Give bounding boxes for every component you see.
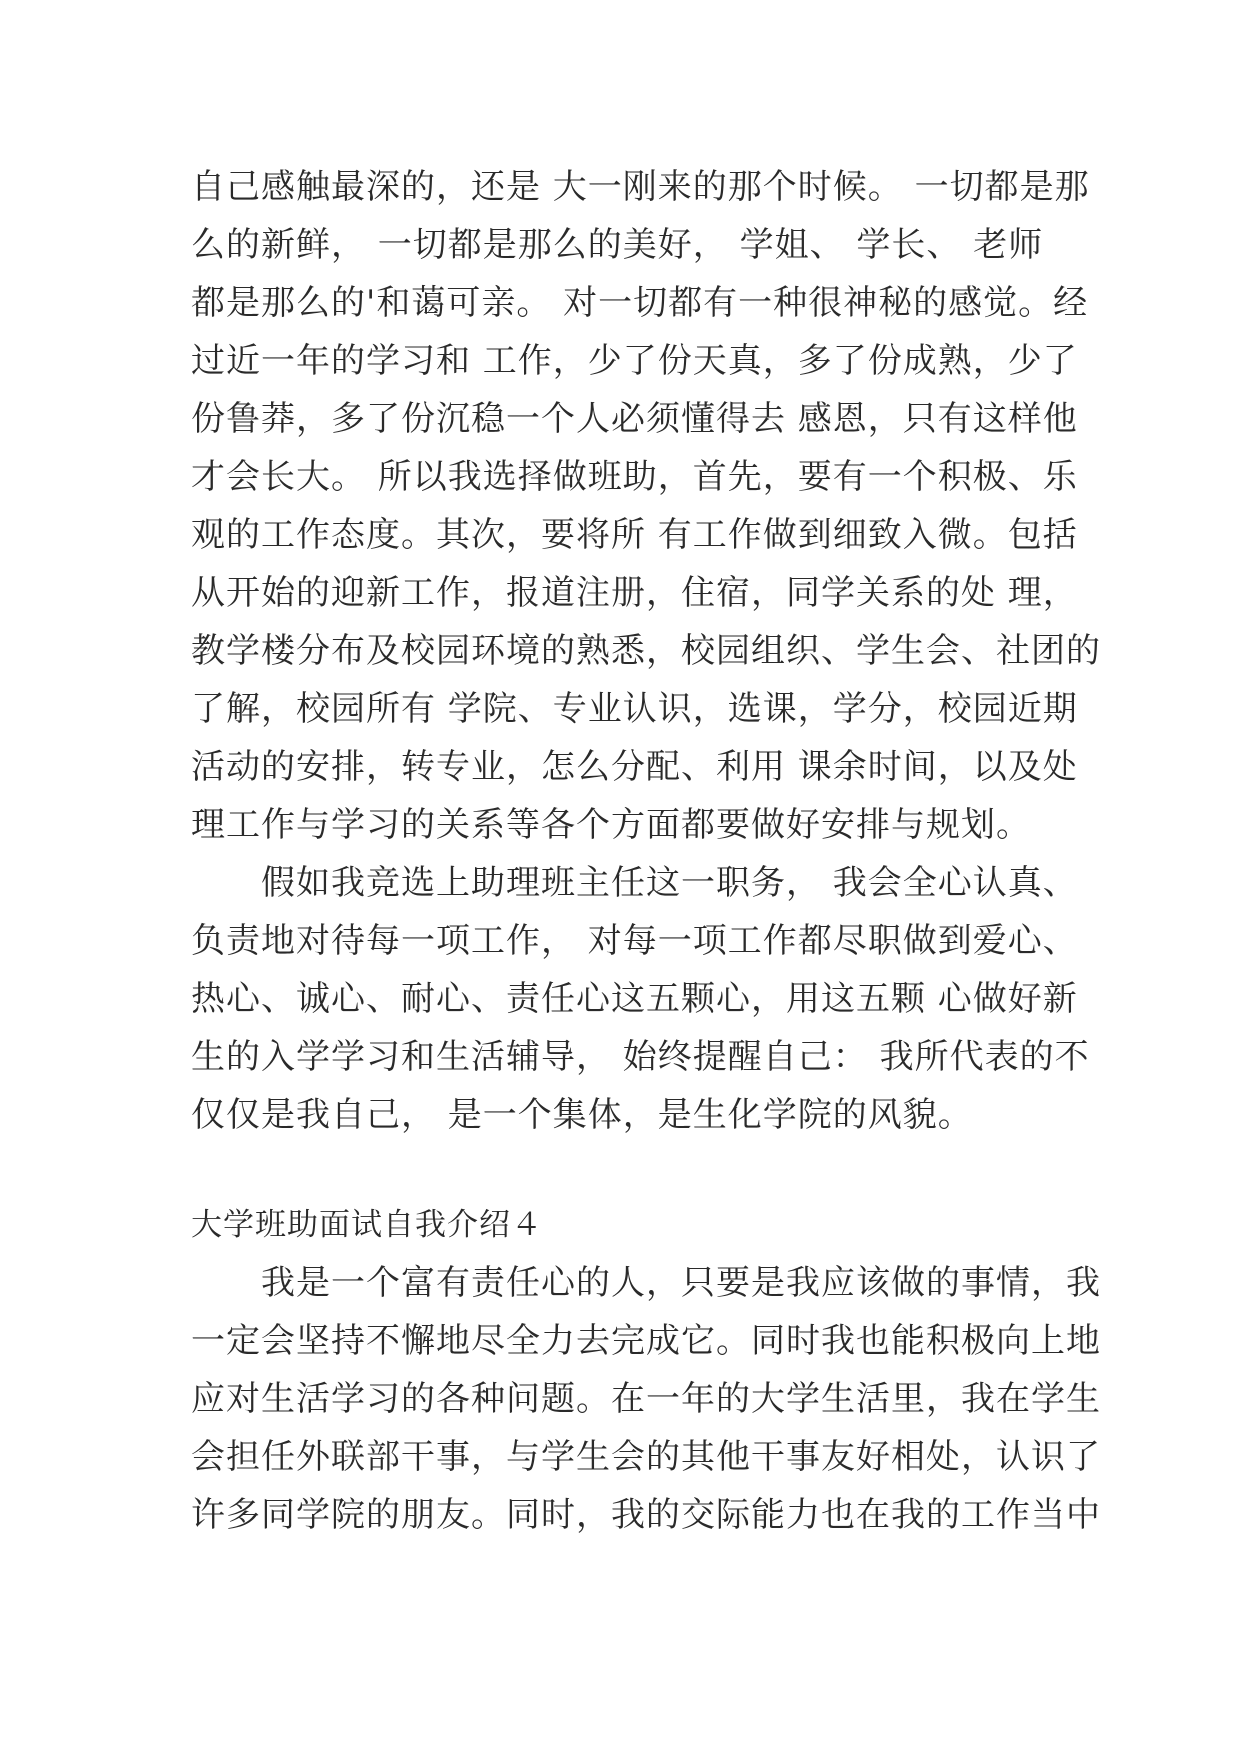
text-line: 份鲁莽，多了份沉稳一个人必须懂得去 感恩，只有这样他 [191,399,1078,439]
paragraph-1 [191,158,1101,854]
section-spacer [191,1144,1051,1196]
text-line: 自己感触最深的，还是 大一刚来的那个时候。 一切都是那 [191,167,1090,207]
document-body [191,158,1101,1544]
text-line: 才会长大。 所以我选择做班助，首先，要有一个积极、乐 [191,457,1078,497]
text-line: 了解，校园所有 学院、专业认识，选课，学分，校园近期 [191,689,1078,729]
text-line: 生的入学学习和生活辅导， 始终提醒自己： 我所代表的不 [191,1037,1090,1077]
text-line: 活动的安排，转专业，怎么分配、利用 课余时间，以及处 [191,747,1078,787]
text-line: 会担任外联部干事，与学生会的其他干事友好相处，认识了 [191,1437,1101,1477]
text-line: 假如我竞选上助理班主任这一职务， 我会全心认真、 [191,863,1078,903]
text-line: 观的工作态度。其次，要将所 有工作做到细致入微。包括 [191,515,1078,555]
section-heading: 大学班助面试自我介绍４ [191,1207,543,1243]
text-line: 从开始的迎新工作，报道注册，住宿，同学关系的处 理， [191,573,1078,613]
text-line: 都是那么的'和蔼可亲。 对一切都有一种很神秘的感觉。经 [191,283,1089,323]
paragraph-2 [191,854,1090,1144]
text-line: 一定会坚持不懈地尽全力去完成它。同时我也能积极向上地 [191,1321,1101,1361]
text-line: 负责地对待每一项工作， 对每一项工作都尽职做到爱心、 [191,921,1078,961]
text-line: 许多同学院的朋友。同时，我的交际能力也在我的工作当中 [191,1495,1101,1535]
text-line: 热心、诚心、耐心、责任心这五颗心，用这五颗 心做好新 [191,979,1078,1019]
text-line: 过近一年的学习和 工作，少了份天真，多了份成熟，少了 [191,341,1078,381]
text-line: 教学楼分布及校园环境的熟悉，校园组织、学生会、社团的 [191,631,1101,671]
text-line: 理工作与学习的关系等各个方面都要做好安排与规划。 [191,805,1031,845]
text-line: 应对生活学习的各种问题。在一年的大学生活里，我在学生 [191,1379,1101,1419]
text-line: 么的新鲜， 一切都是那么的美好， 学姐、 学长、 老师 [191,225,1044,265]
text-line: 我是一个富有责任心的人，只要是我应该做的事情，我 [191,1263,1101,1303]
section-4 [191,1196,1101,1544]
text-line: 仅仅是我自己， 是一个集体，是生化学院的风貌。 [191,1095,973,1135]
